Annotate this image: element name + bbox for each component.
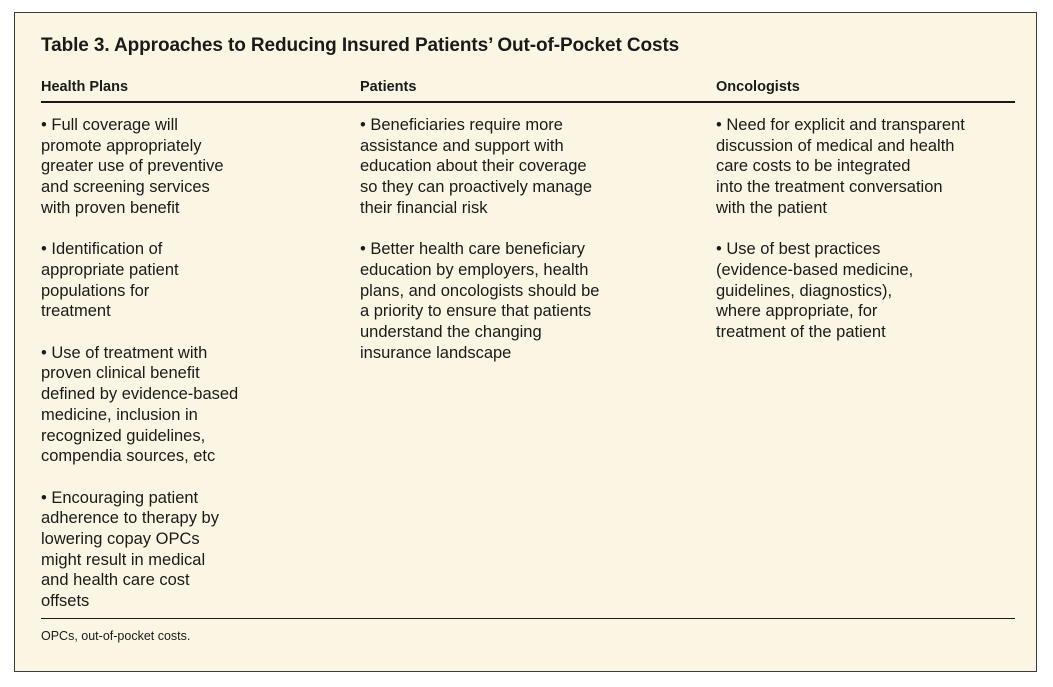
column-oncologists <box>716 115 1026 363</box>
oncologists-item: • Need for explicit and transparent discussion of medical and health care costs to be integrated into the treatment conversation with the patient <box>716 116 965 217</box>
column-health-plans <box>41 115 341 633</box>
table-frame <box>14 12 1037 672</box>
header-health-plans: Health Plans <box>41 79 129 95</box>
health-plans-item: • Full coverage will promote appropriately greater use of preventive and screening services with proven benefit <box>41 116 224 217</box>
header-oncologists: Oncologists <box>716 79 800 95</box>
table-header-row <box>41 79 1015 103</box>
table-title: Table 3. Approaches to Reducing Insured Patients’ Out-of-Pocket Costs <box>41 35 680 56</box>
health-plans-item: • Encouraging patient adherence to therapy by lowering copay OPCs might result in medical and health care cost offsets <box>41 488 219 611</box>
health-plans-item: • Identification of appropriate patient populations for treatment <box>41 240 179 321</box>
patients-item: • Beneficiaries require more assistance and support with education about their coverage so they can proactively manage their financial risk <box>360 116 593 217</box>
health-plans-item: • Use of treatment with proven clinical benefit defined by evidence-based medicine, inclusion in recognized guidelines, compendia sources, etc <box>41 343 239 466</box>
table-footnote: OPCs, out-of-pocket costs. <box>41 629 191 643</box>
column-patients <box>360 115 700 384</box>
patients-item: • Better health care beneficiary education by employers, health plans, and oncologists should be a priority to ensure that patients understand the changing insurance landscape <box>360 240 600 362</box>
oncologists-item: • Use of best practices (evidence-based medicine, guidelines, diagnostics), where appropriate, for treatment of the patient <box>716 240 914 342</box>
header-patients: Patients <box>360 79 417 95</box>
table-bottom-rule <box>41 618 1015 619</box>
